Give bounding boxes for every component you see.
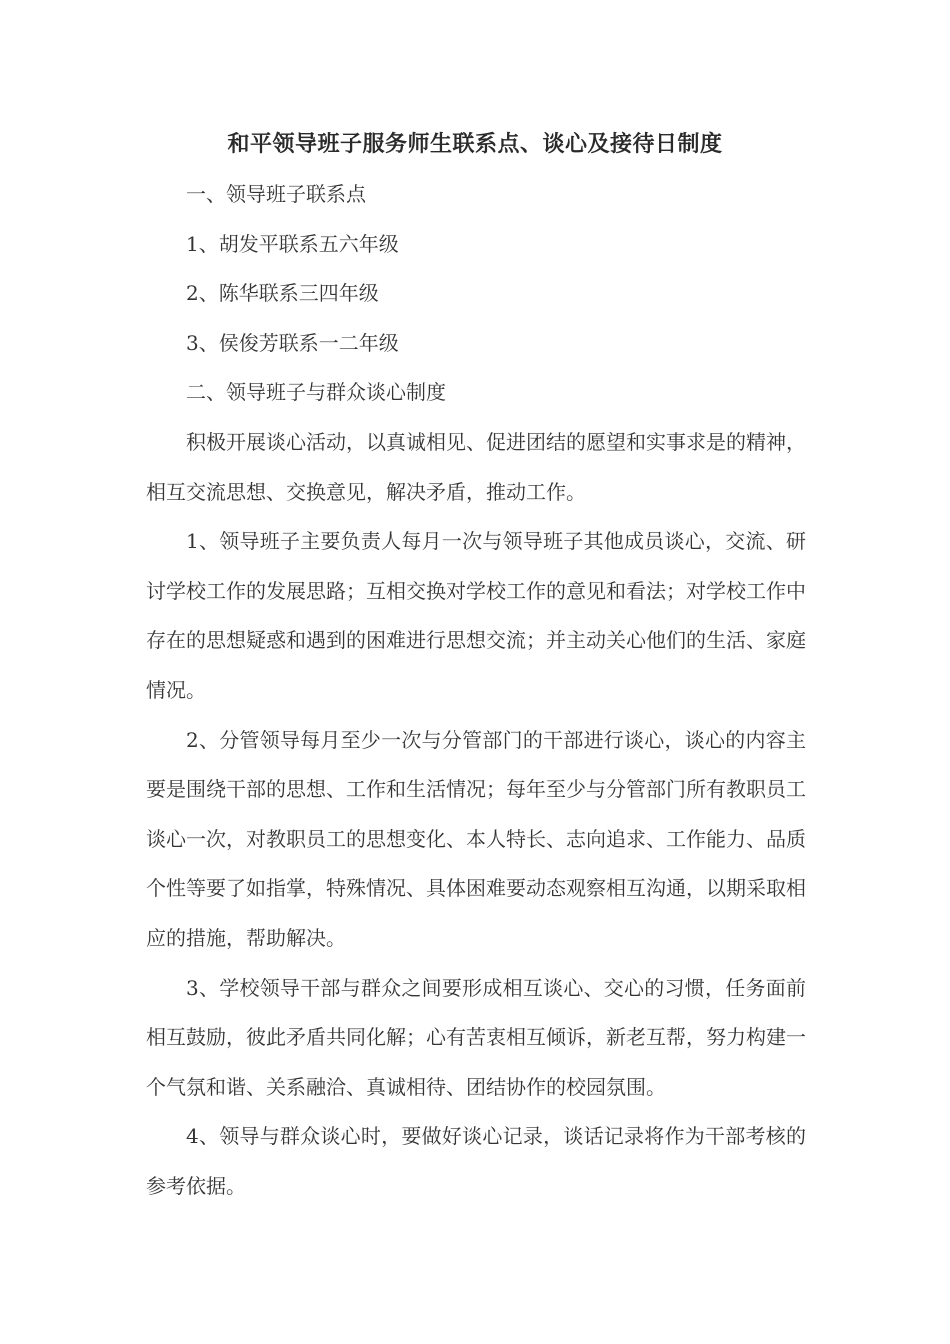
heading-section-1: 一、领导班子联系点 (186, 182, 366, 206)
document-body (146, 170, 806, 1211)
body-paragraph: 4、领导与群众谈心时，要做好谈心记录，谈话记录将作为干部考核的参考依据。 (146, 1124, 806, 1198)
body-paragraph: 3、学校领导干部与群众之间要形成相互谈心、交心的习惯，任务面前相互鼓励，彼此矛盾共同化解；心有苦衷相互倾诉，新老互帮，努力构建一个气氛和谐、关系融洽、真诚相待、团结协作的校园氛围。 (146, 975, 806, 1099)
body-paragraph: 2、分管领导每月至少一次与分管部门的干部进行谈心，谈心的内容主要是围绕干部的思想、工作和生活情况；每年至少与分管部门所有教职员工谈心一次，对教职员工的思想变化、本人特长、志向追求、工作能力、品质个性等要了如指掌，特殊情况、具体困难要动态观察相互沟通，以期采取相应的措施，帮助解决。 (146, 727, 806, 950)
list-item: 1、胡发平联系五六年级 (186, 231, 399, 256)
list-item: 2、陈华联系三四年级 (186, 281, 379, 306)
heading-section-2: 二、领导班子与群众谈心制度 (186, 380, 446, 405)
list-item: 3、侯俊芳联系一二年级 (186, 330, 399, 355)
document-title: 和平领导班子服务师生联系点、谈心及接待日制度 (227, 131, 723, 157)
body-paragraph: 1、领导班子主要负责人每月一次与领导班子其他成员谈心，交流、研讨学校工作的发展思路；互相交换对学校工作的意见和看法；对学校工作中存在的思想疑惑和遇到的困难进行思想交流；并主动关心他们的生活、家庭情况。 (146, 529, 806, 702)
body-paragraph: 积极开展谈心活动，以真诚相见、促进团结的愿望和实事求是的精神，相互交流思想、交换意见，解决矛盾，推动工作。 (146, 429, 806, 504)
